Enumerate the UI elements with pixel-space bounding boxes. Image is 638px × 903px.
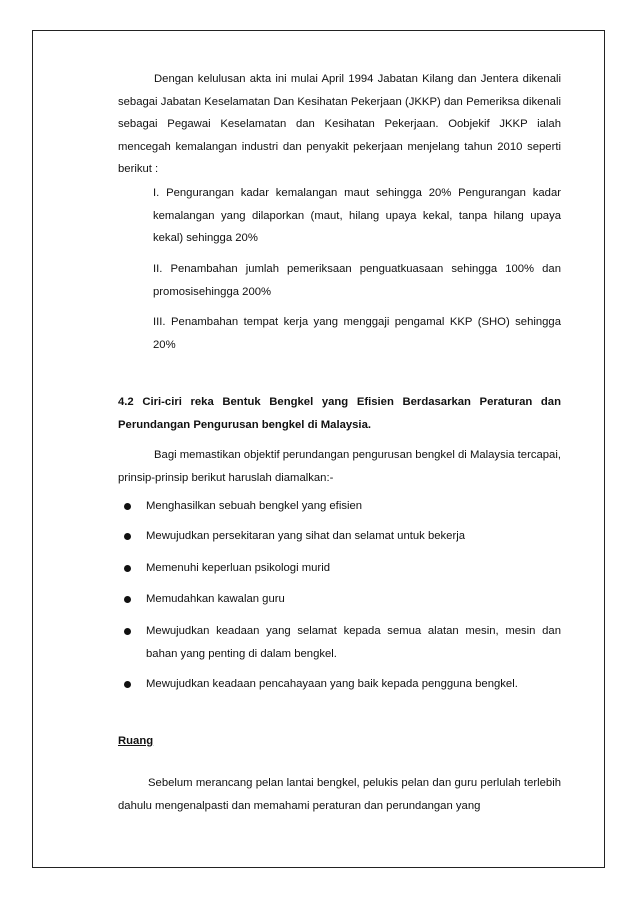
closing-paragraph: Sebelum merancang pelan lantai bengkel, pelukis pelan dan guru perlulah terlebih dahulu mengenalpasti dan memahami peraturan dan perundangan yang: [118, 777, 561, 812]
bullet-dot-icon: [124, 628, 131, 635]
bullet-dot-icon: [124, 533, 131, 540]
bullet-text: Menghasilkan sebuah bengkel yang efisien: [146, 500, 363, 512]
subheading-ruang: Ruang: [118, 735, 154, 747]
bullet-text: Mewujudkan keadaan yang selamat kepada semua alatan mesin, mesin dan bahan yang penting di dalam bengkel.: [146, 625, 561, 660]
bullet-dot-icon: [124, 503, 131, 510]
intro-paragraph: Dengan kelulusan akta ini mulai April 1994 Jabatan Kilang dan Jentera dikenali sebagai Jabatan Keselamatan Dan Kesihatan Pekerjaan (JKKP) dan Pemeriksa dikenali sebagai Pegawai Keselamatan dan Kesihatan Pekerjaan. Oobjekif JKKP ialah mencegah kemalangan industri dan penyakit pekerjaan menjelang tahun 2010 seperti berikut :: [118, 73, 561, 175]
section-heading: 4.2 Ciri-ciri reka Bentuk Bengkel yang Efisien Berdasarkan Peraturan dan Perundangan Pengurusan bengkel di Malaysia.: [118, 396, 561, 431]
bullet-dot-icon: [124, 596, 131, 603]
bullet-text: Memenuhi keperluan psikologi murid: [146, 562, 330, 574]
section-intro-paragraph: Bagi memastikan objektif perundangan pengurusan bengkel di Malaysia tercapai, prinsip-prinsip berikut haruslah diamalkan:-: [118, 449, 561, 484]
objective-item-2: II. Penambahan jumlah pemeriksaan penguatkuasaan sehingga 100% dan promosisehingga 200%: [153, 263, 561, 298]
objective-item-1: I. Pengurangan kadar kemalangan maut sehingga 20% Pengurangan kadar kemalangan yang dilaporkan (maut, hilang upaya kekal, tanpa hilang upaya kekal) sehingga 20%: [153, 187, 561, 244]
bullet-dot-icon: [124, 565, 131, 572]
bullet-dot-icon: [124, 681, 131, 688]
objective-item-3: III. Penambahan tempat kerja yang menggaji pengamal KKP (SHO) sehingga 20%: [153, 316, 561, 351]
bullet-text: Memudahkan kawalan guru: [146, 593, 285, 605]
bullet-text: Mewujudkan keadaan pencahayaan yang baik kepada pengguna bengkel.: [146, 678, 518, 690]
bullet-text: Mewujudkan persekitaran yang sihat dan selamat untuk bekerja: [146, 530, 466, 542]
